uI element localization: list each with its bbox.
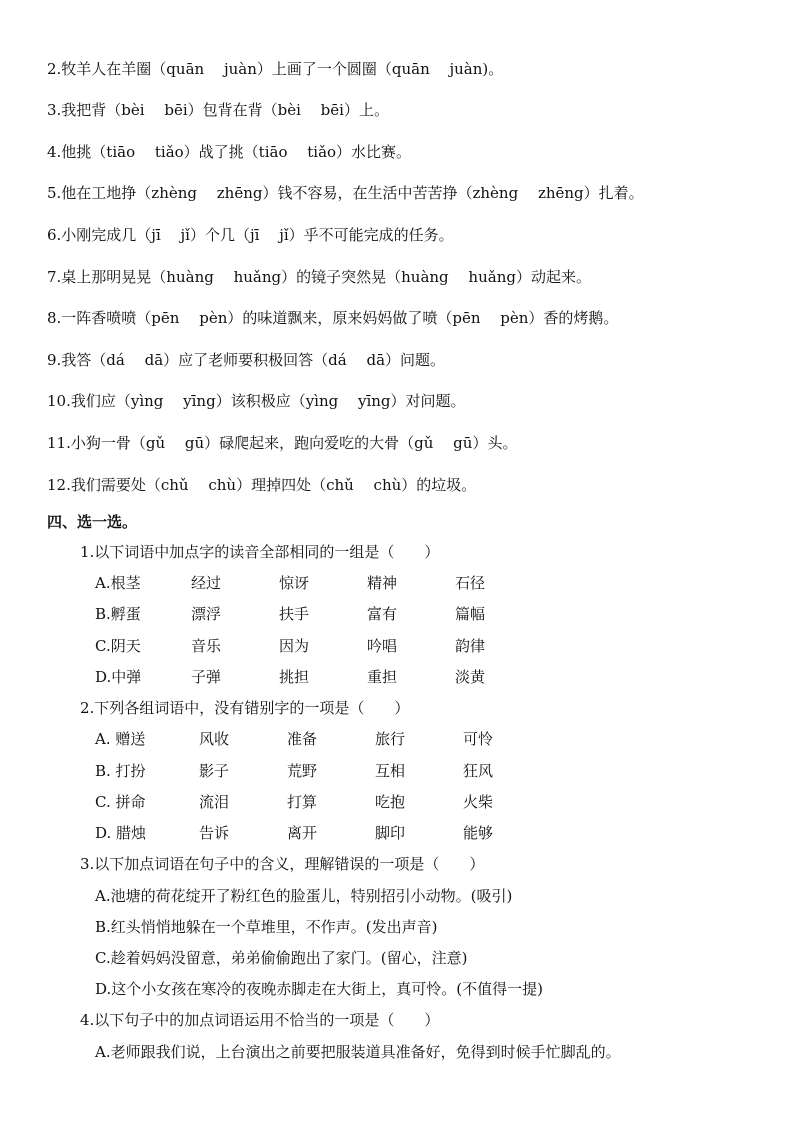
q4-option-a[interactable]: A.老师跟我们说，上台演出之前要把服装道具准备好，免得到时候手忙脚乱的。 [95, 1043, 621, 1061]
pinyin-line-5: 5.他在工地挣（zhèng zhēng）钱不容易，在生活中苦苦挣（zhèng zhēng）扎着。 [47, 184, 644, 202]
q1-option-d[interactable]: D.中弹 子弹 挑担 重担 淡黄 [95, 668, 486, 686]
pinyin-line-7: 7.桌上那明晃晃（huàng huǎng）的镜子突然晃（huàng huǎng）动起来。 [47, 268, 591, 286]
q1-option-a[interactable]: A.根茎 经过 惊讶 精神 石径 [95, 574, 486, 592]
q1-option-b[interactable]: B.孵蛋 漂浮 扶手 富有 篇幅 [95, 605, 486, 623]
pinyin-line-3: 3.我把背（bèi bēi）包背在背（bèi bēi）上。 [47, 101, 389, 119]
q2-option-a[interactable]: A. 赠送 风收 准备 旅行 可怜 [95, 730, 494, 748]
question-2: 2.下列各组词语中，没有错别字的一项是（ ） [80, 699, 410, 717]
pinyin-line-6: 6.小刚完成几（jī jǐ）个几（jī jǐ）乎不可能完成的任务。 [47, 226, 454, 244]
pinyin-line-12: 12.我们需要处（chǔ chù）理掉四处（chǔ chù）的垃圾。 [47, 476, 477, 494]
q3-option-d[interactable]: D.这个小女孩在寒冷的夜晚赤脚走在大街上，真可怜。(不值得一提) [95, 980, 543, 998]
q3-option-b[interactable]: B.红头悄悄地躲在一个草堆里，不作声。(发出声音) [95, 918, 438, 936]
q2-option-b[interactable]: B. 打扮 影子 荒野 互相 狂风 [95, 762, 494, 780]
q2-option-c[interactable]: C. 拼命 流泪 打算 吃抱 火柴 [95, 793, 494, 811]
q1-option-c[interactable]: C.阴天 音乐 因为 吟唱 韵律 [95, 637, 486, 655]
pinyin-line-10: 10.我们应（yìng yīng）该积极应（yìng yīng）对问题。 [47, 392, 466, 410]
question-1: 1.以下词语中加点字的读音全部相同的一组是（ ） [80, 543, 440, 561]
q3-option-a[interactable]: A.池塘的荷花绽开了粉红色的脸蛋儿，特别招引小动物。(吸引) [95, 887, 513, 905]
question-4: 4.以下句子中的加点词语运用不恰当的一项是（ ） [80, 1011, 440, 1029]
pinyin-line-8: 8.一阵香喷喷（pēn pèn）的味道飘来，原来妈妈做了喷（pēn pèn）香的烤鹅。 [47, 309, 619, 327]
pinyin-line-2: 2.牧羊人在羊圈（quān juàn）上画了一个圆圈（quān juàn)。 [47, 60, 504, 78]
pinyin-line-4: 4.他挑（tiāo tiǎo）战了挑（tiāo tiǎo）水比赛。 [47, 143, 412, 161]
q3-option-c[interactable]: C.趁着妈妈没留意，弟弟偷偷跑出了家门。(留心，注意) [95, 949, 468, 967]
section-title: 四、选一选。 [47, 513, 138, 531]
question-3: 3.以下加点词语在句子中的含义，理解错误的一项是（ ） [80, 855, 485, 873]
pinyin-line-11: 11.小狗一骨（gǔ gū）碌爬起来，跑向爱吃的大骨（gǔ gū）头。 [47, 434, 518, 452]
pinyin-line-9: 9.我答（dá dā）应了老师要积极回答（dá dā）问题。 [47, 351, 446, 369]
q2-option-d[interactable]: D. 腊烛 告诉 离开 脚印 能够 [95, 824, 494, 842]
